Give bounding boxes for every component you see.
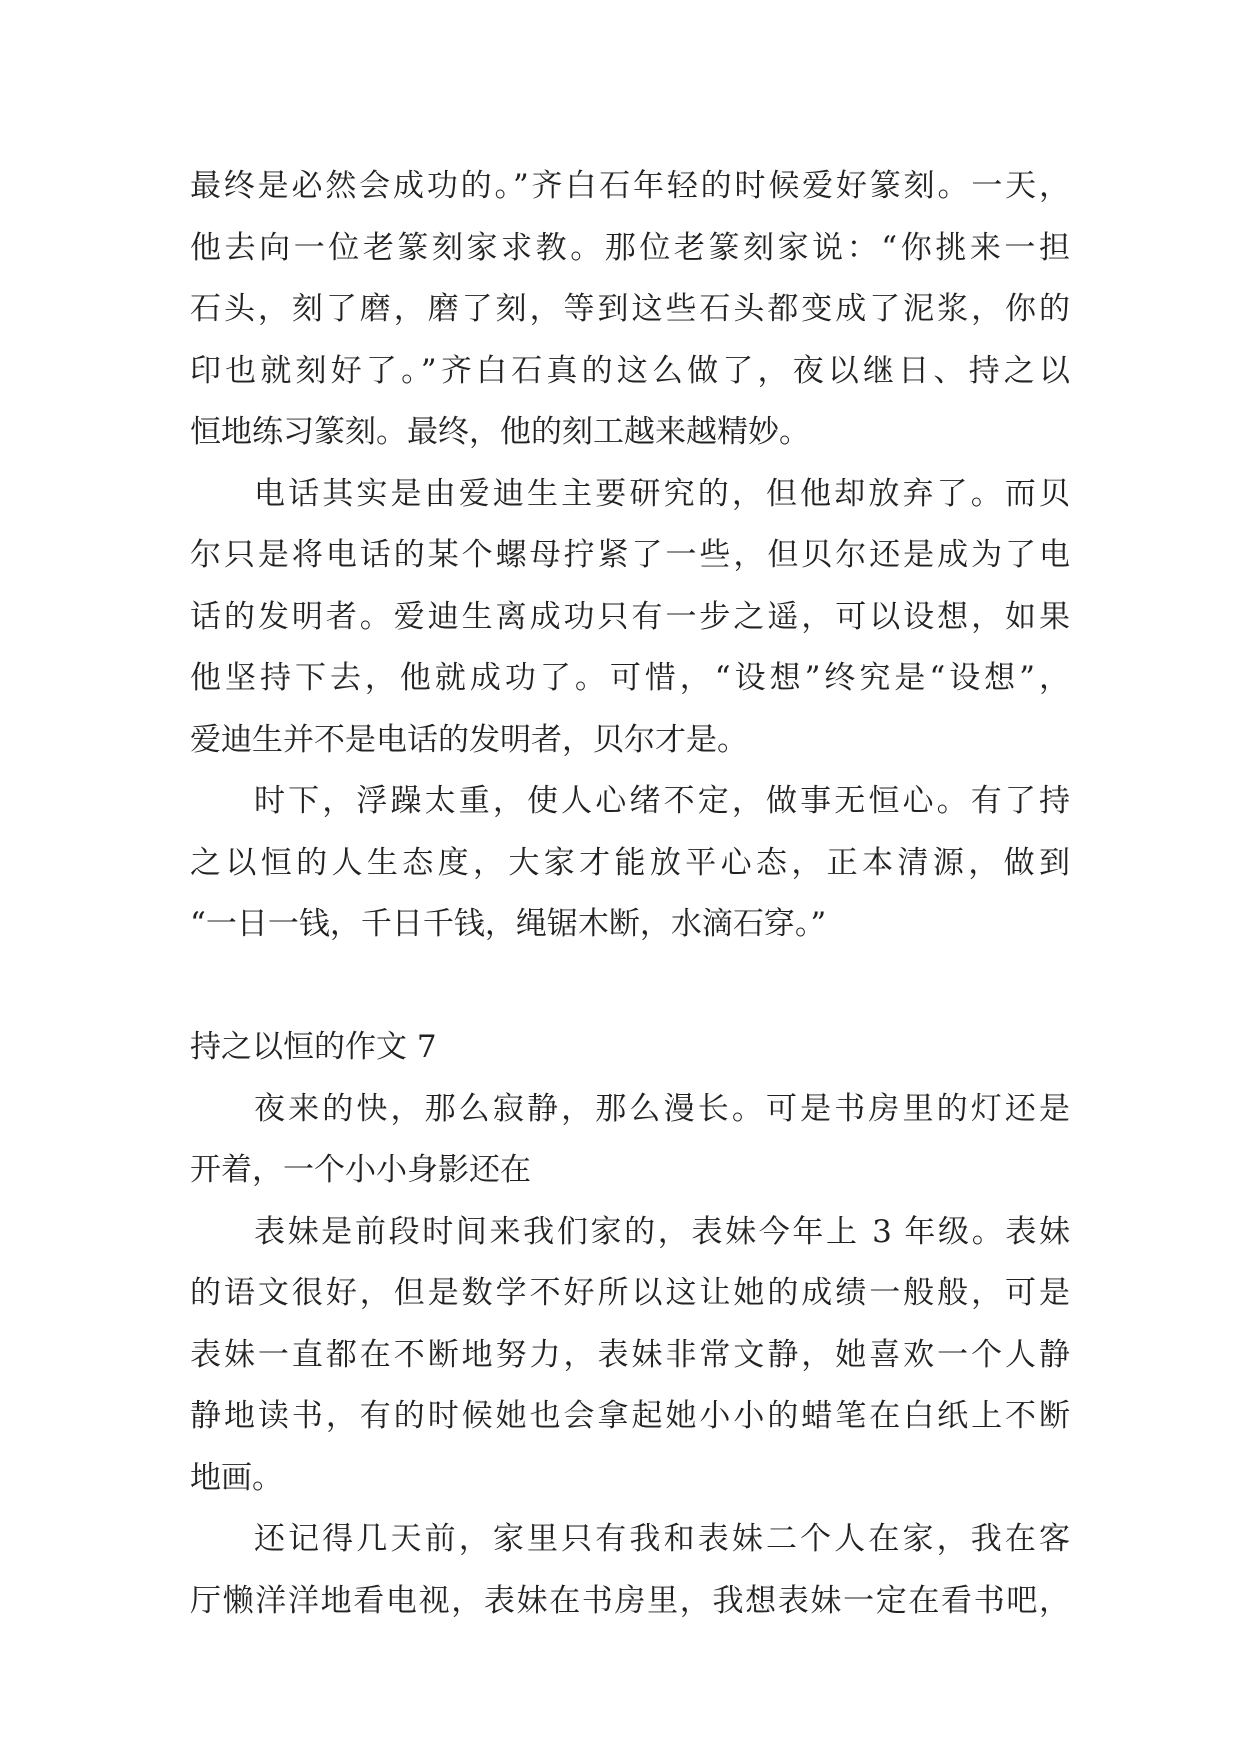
text-line: 厅懒洋洋地看电视，表妹在书房里，我想表妹一定在看书吧， [190, 1582, 1070, 1619]
text-line: 夜来的快，那么寂静，那么漫长。可是书房里的灯还是 [254, 1090, 1070, 1127]
text-line: “一日一钱，千日千钱，绳锯木断，水滴石穿。” [190, 906, 827, 942]
text-line: 表妹是前段时间来我们家的，表妹今年上 3 年级。表妹 [254, 1213, 1070, 1250]
text-line: 还记得几天前，家里只有我和表妹二个人在家，我在客 [254, 1521, 1070, 1557]
text-line: 表妹一直都在不断地努力，表妹非常文静，她喜欢一个人静 [190, 1336, 1070, 1373]
text-line: 之以恒的人生态度，大家才能放平心态，正本清源，做到 [190, 844, 1070, 881]
text-line: 石头，刻了磨，磨了刻，等到这些石头都变成了泥浆，你的 [190, 291, 1070, 327]
text-line: 电话其实是由爱迪生主要研究的，但他却放弃了。而贝 [254, 475, 1070, 512]
text-line: 爱迪生并不是电话的发明者，贝尔才是。 [190, 721, 748, 758]
paragraph [190, 464, 1070, 772]
text-line: 他坚持下去，他就成功了。可惜，“设想”终究是“设想”， [190, 660, 1070, 696]
text-line: 话的发明者。爱迪生离成功只有一步之遥，可以设想，如果 [190, 598, 1070, 635]
text-line: 时下，浮躁太重，使人心绪不定，做事无恒心。有了持 [254, 783, 1070, 819]
text-line: 尔只是将电话的某个螺母拧紧了一些，但贝尔还是成为了电 [190, 537, 1070, 573]
paragraph [190, 1079, 1070, 1202]
paragraph [190, 771, 1070, 956]
text-line: 的语文很好，但是数学不好所以这让她的成绩一般般，可是 [190, 1275, 1070, 1311]
text-line: 静地读书，有的时候她也会拿起她小小的蜡笔在白纸上不断 [190, 1398, 1070, 1434]
paragraph [190, 156, 1070, 464]
document-body [190, 156, 1070, 1632]
text-line: 印也就刻好了。”齐白石真的这么做了，夜以继日、持之以 [190, 352, 1070, 389]
text-line: 地画。 [190, 1459, 283, 1496]
paragraph [190, 1509, 1070, 1632]
text-line: 开着，一个小小身影还在 [190, 1152, 531, 1188]
text-line: 他去向一位老篆刻家求教。那位老篆刻家说：“你挑来一担 [190, 229, 1070, 266]
section-gap [190, 956, 1070, 1018]
text-line: 恒地练习篆刻。最终，他的刻工越来越精妙。 [190, 414, 810, 450]
section-title: 持之以恒的作文 7 [190, 1029, 437, 1065]
paragraph [190, 1202, 1070, 1510]
text-line: 最终是必然会成功的。”齐白石年轻的时候爱好篆刻。一天， [190, 168, 1070, 204]
